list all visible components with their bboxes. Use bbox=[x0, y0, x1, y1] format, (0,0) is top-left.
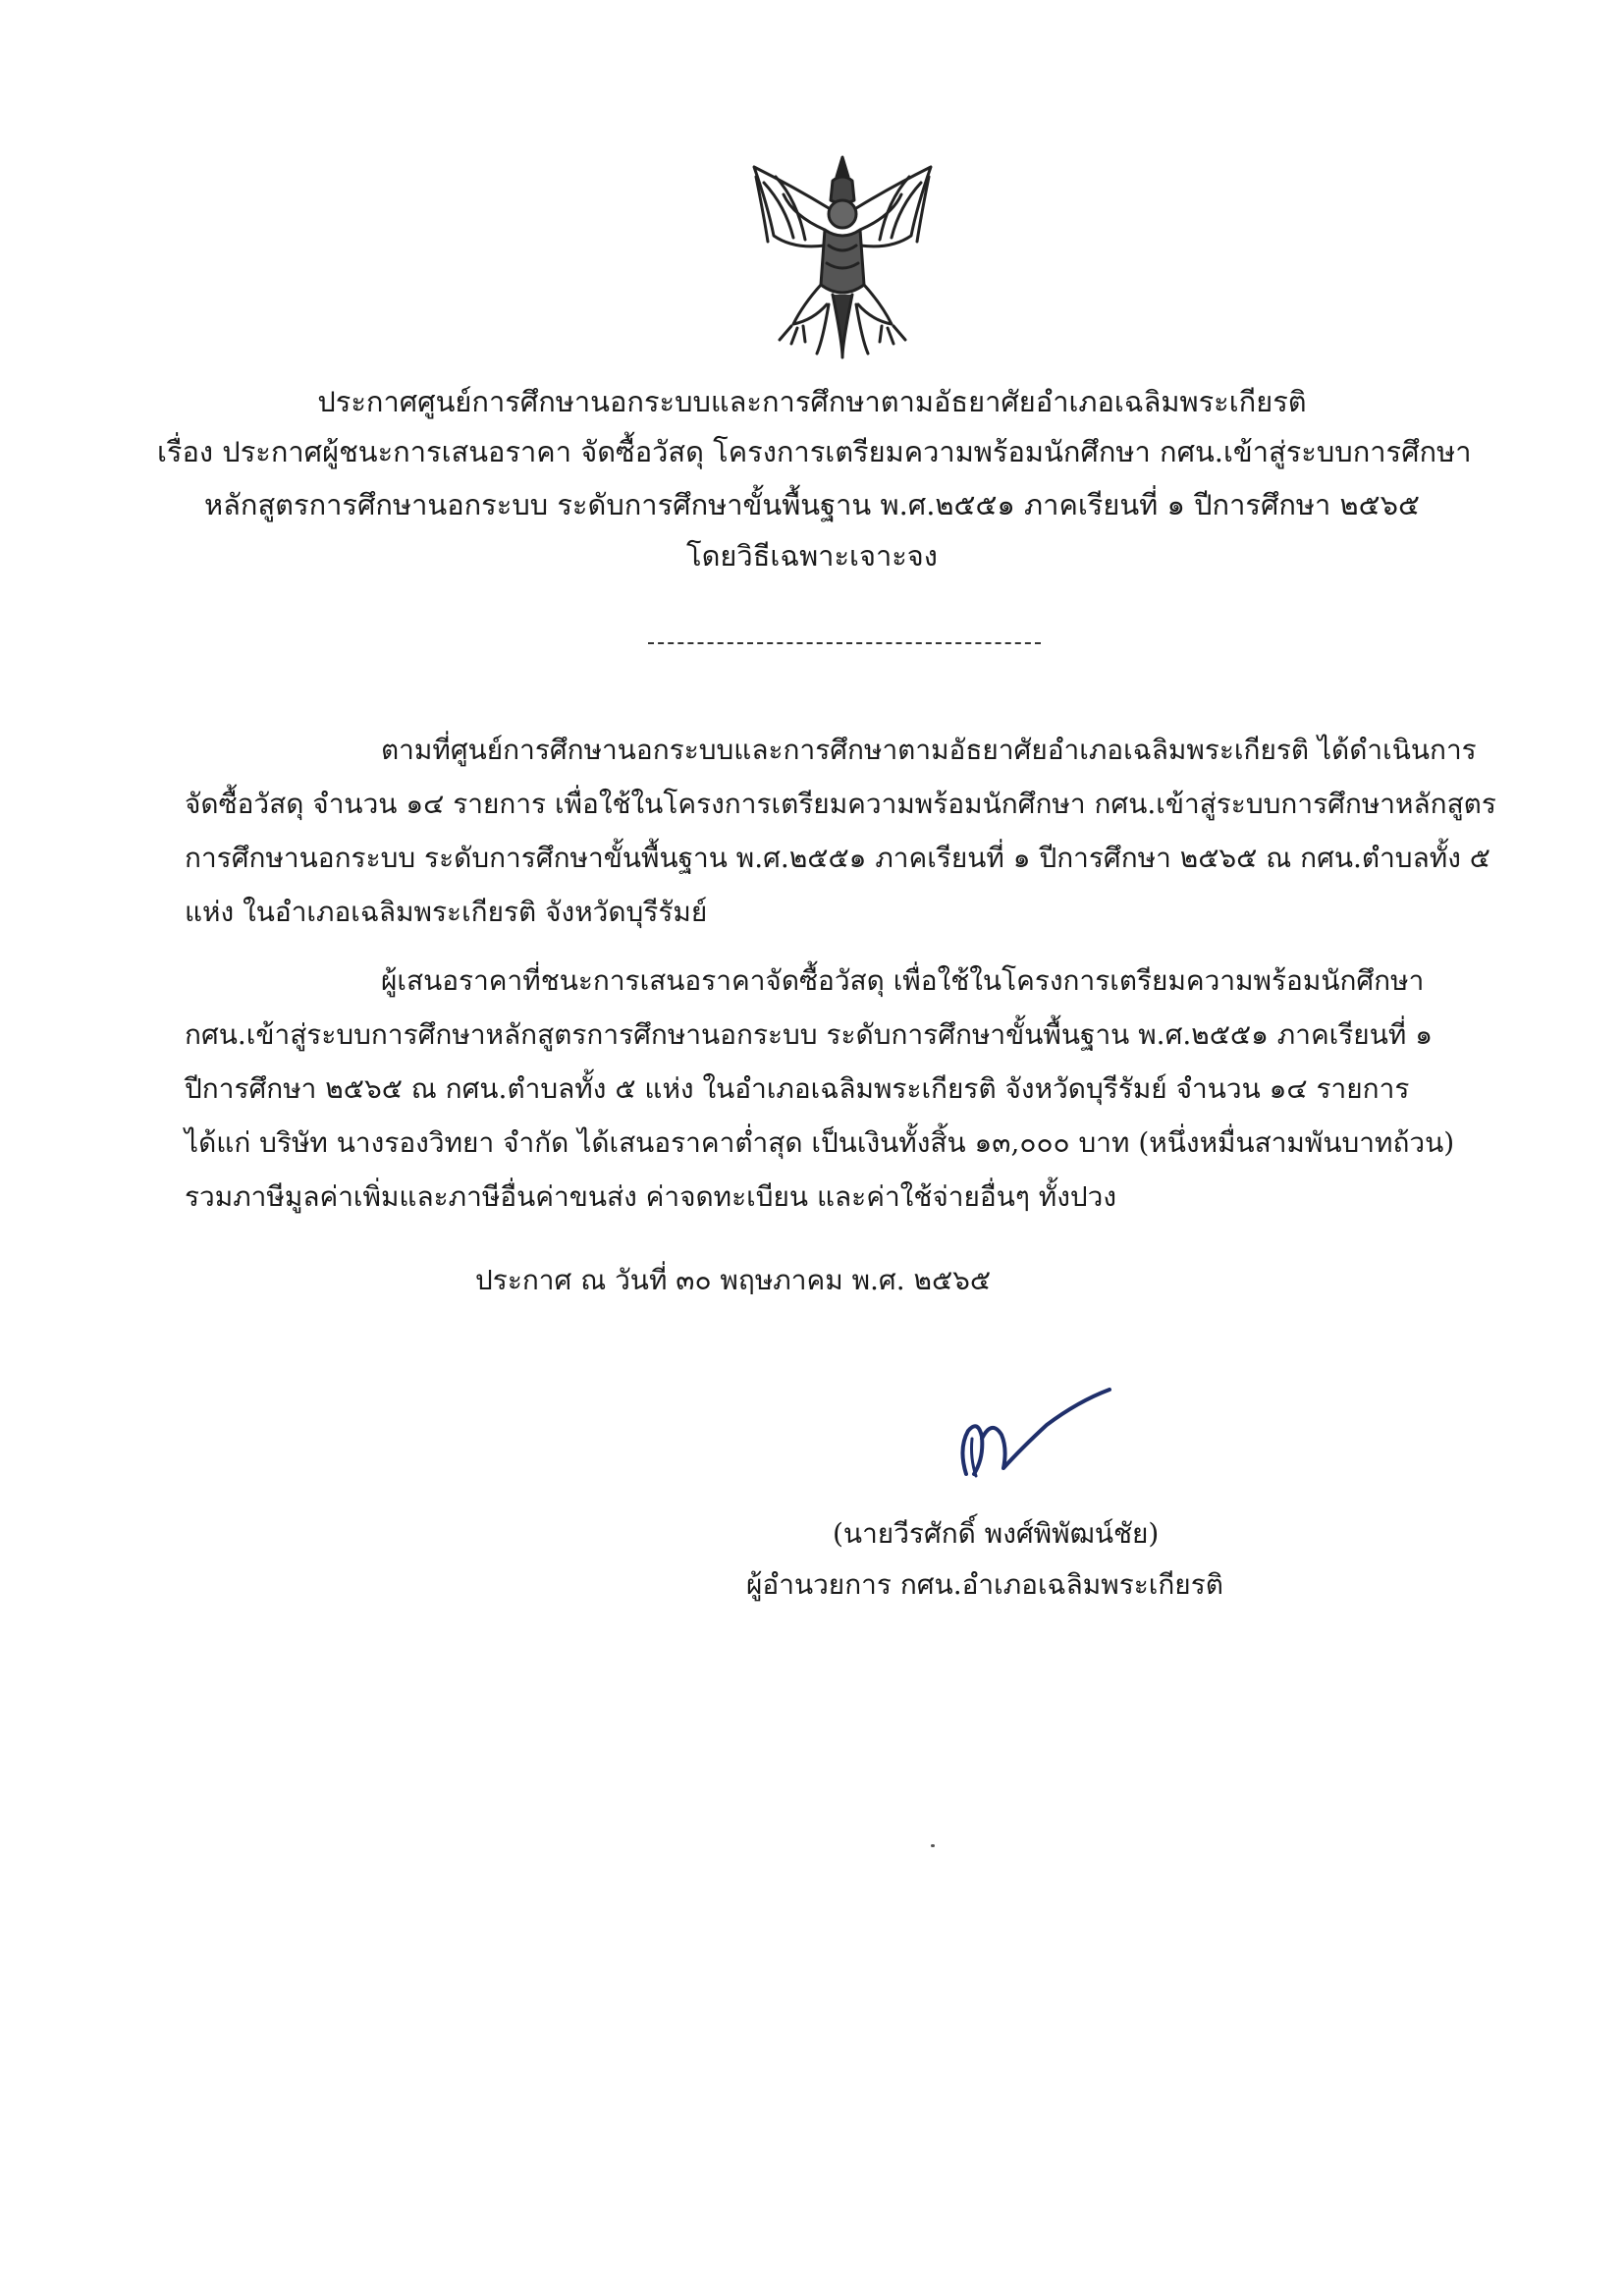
scan-speck bbox=[931, 1844, 935, 1847]
signer-position: ผู้อำนวยการ กศน.อำเภอเฉลิมพระเกียรติ bbox=[746, 1568, 1223, 1601]
paragraph-2-line: ผู้เสนอราคาที่ชนะการเสนอราคาจัดซื้อวัสดุ เพื่อใช้ในโครงการเตรียมความพร้อมนักศึกษา bbox=[381, 964, 1425, 997]
paragraph-1-line: แห่ง ในอำเภอเฉลิมพระเกียรติ จังหวัดบุรีรัมย์ bbox=[185, 896, 708, 928]
announcement-subject: เรื่อง ประกาศผู้ชนะการเสนอราคา จัดซื้อวัสดุ โครงการเตรียมความพร้อมนักศึกษา กศน.เข้าสู่ระบบการศึกษา bbox=[157, 435, 1472, 468]
paragraph-1-line: จัดซื้อวัสดุ จำนวน ๑๔ รายการ เพื่อใช้ในโครงการเตรียมความพร้อมนักศึกษา กศน.เข้าสู่ระบบการศึกษาหลักสูตร bbox=[185, 788, 1496, 820]
announcement-subject-cont: หลักสูตรการศึกษานอกระบบ ระดับการศึกษาขั้นพื้นฐาน พ.ศ.๒๕๕๑ ภาคเรียนที่ ๑ ปีการศึกษา ๒๕๖๕ bbox=[204, 488, 1420, 521]
paragraph-2-line: กศน.เข้าสู่ระบบการศึกษาหลักสูตรการศึกษานอกระบบ ระดับการศึกษาขั้นพื้นฐาน พ.ศ.๒๕๕๑ ภาคเรียนที่ ๑ bbox=[185, 1018, 1433, 1051]
paragraph-2-line: รวมภาษีมูลค่าเพิ่มและภาษีอื่นค่าขนส่ง ค่าจดทะเบียน และค่าใช้จ่ายอื่นๆ ทั้งปวง bbox=[185, 1180, 1117, 1213]
garuda-emblem-icon bbox=[734, 147, 950, 365]
announcement-title: ประกาศศูนย์การศึกษานอกระบบและการศึกษาตามอัธยาศัยอำเภอเฉลิมพระเกียรติ bbox=[317, 385, 1307, 418]
signer-name: (นายวีรศักดิ์ พงศ์พิพัฒน์ชัย) bbox=[833, 1517, 1160, 1550]
procurement-method: โดยวิธีเฉพาะเจาะจง bbox=[686, 539, 938, 573]
paragraph-2-line: ได้แก่ บริษัท นางรองวิทยา จำกัด ได้เสนอราคาต่ำสุด เป็นเงินทั้งสิ้น ๑๓,๐๐๐ บาท (หนึ่งหมื่นสามพันบาทถ้วน) bbox=[185, 1126, 1455, 1159]
paragraph-1-line: การศึกษานอกระบบ ระดับการศึกษาขั้นพื้นฐาน พ.ศ.๒๕๕๑ ภาคเรียนที่ ๑ ปีการศึกษา ๒๕๖๕ ณ กศน.ตำบลทั้ง ๕ bbox=[185, 842, 1490, 874]
paragraph-2-line: ปีการศึกษา ๒๕๖๕ ณ กศน.ตำบลทั้ง ๕ แห่ง ในอำเภอเฉลิมพระเกียรติ จังหวัดบุรีรัมย์ จำนวน ๑๔ รายการ bbox=[185, 1072, 1410, 1105]
announcement-date: ประกาศ ณ วันที่ ๓๐ พฤษภาคม พ.ศ. ๒๕๖๕ bbox=[475, 1264, 992, 1296]
separator-line bbox=[648, 642, 1041, 644]
paragraph-1-line: ตามที่ศูนย์การศึกษานอกระบบและการศึกษาตามอัธยาศัยอำเภอเฉลิมพระเกียรติ ได้ดำเนินการ bbox=[381, 734, 1477, 766]
handwritten-signature bbox=[952, 1380, 1119, 1488]
